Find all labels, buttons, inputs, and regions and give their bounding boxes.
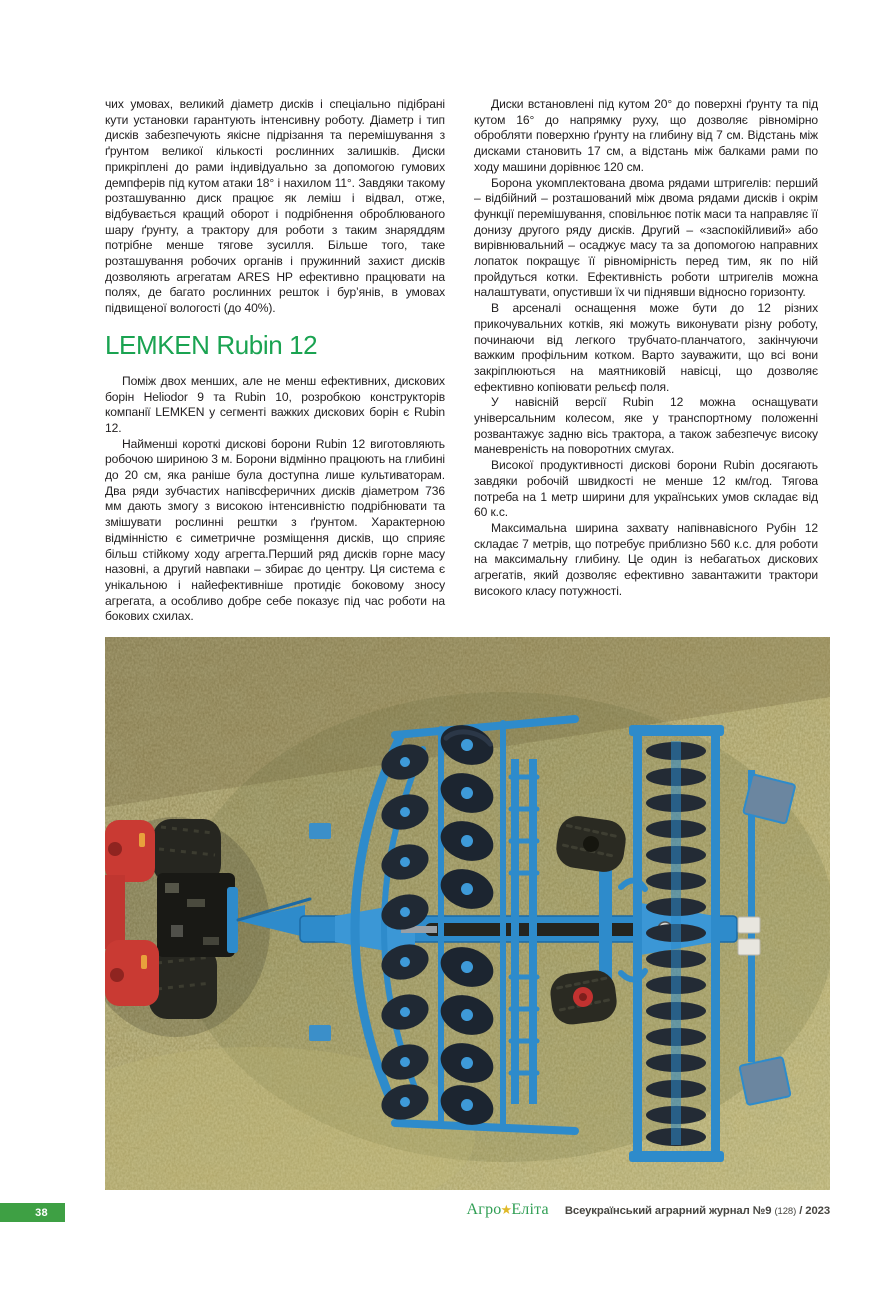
body-paragraph: Високої продуктивності дискові борони Rubin досягають завдяки робочій швидкості не менше 12 км/год. Тягова потреба на 1 метр ширини для українських умов складає від 60 к.с. (474, 458, 818, 520)
journal-info: Всеукраїнський аграрний журнал №9 (128) / 2023 (564, 1205, 830, 1217)
page-number-bar (0, 1203, 65, 1222)
body-paragraph: чих умовах, великий діаметр дисків і спеціально підібрані кути установки гарантують інтенсивну роботу. Діаметр і тип дисків забезпечують якісне підрізання та перемішування з ґрунтом великої кількості рослинних залишків. Диски прикріплені до рами індивідуально за допомогою гумових демпферів під кутом атаки 18° і нахилом 11°. Завдяки такому розташуванню диск працює як леміш і відвал, отже, відбувається кращий оборот і подрібнення оброблюваного шару ґрунту, а трактору для роботи з таким знаряддям потрібне менше тягове зусилля. Більше того, таке розташування робочих органів і пружинний захист дисків дозволяють агрегатам ARES HP ефективно працювати на полях, де багато рослинних решток і бур’янів, в умовах підвищеної вологості (до 40%). (105, 97, 445, 316)
body-paragraph: Найменші короткі дискові борони Rubin 12 виготовляють робочою шириною 3 м. Борони відмінно працюють на глибині до 20 см, яка раніше була доступна лише культиваторам. Два ряди зубчастих напівсферичних дисків діаметром 736 мм дають змогу з високою інтенсивністю подрібнювати та змішувати рослинні рештки з ґрунтом. Характерною відмінністю є симетричне розміщення дисків, що сприяє більш стійкому ходу агрегта.Перший ряд дисків горне масу назовні, а другий навпаки – збирає до центру. Ця система є унікальною і найефективніше протидіє боковому зносу агрегата, а особливо добре себе показує під час роботи на бокових схилах. (105, 436, 445, 624)
section-heading: LEMKEN Rubin 12 (105, 329, 318, 360)
aerial-field-photo (105, 637, 830, 1190)
footer (467, 1201, 830, 1219)
label-plate (738, 917, 760, 933)
body-paragraph: Поміж двох менших, але не менш ефективних, дискових борін Heliodor 9 та Rubin 10, розробкою конструкторів компанії LEMKEN у сегменті важких дискових борін є Rubin 12. (105, 373, 445, 435)
body-paragraph: Максимальна ширина захвату напівнавісного Рубін 12 складає 7 метрів, що потребує приблизно 560 к.с. для роботи на максимальну глибину. Це один із небагатьох дискових агрегатів, який дозволяє ефективно завантажити трактори високого класу потужності. (474, 520, 818, 598)
body-paragraph: Диски встановлені під кутом 20° до поверхні ґрунту та під кутом 16° до напрямку руху, що дозволяє рівномірно обробляти поверхню ґрунту на глибину від 7 см. Відстань між дисками становить 17 см, а відстань між балками рами по ходу машини дорівнює 120 см. (474, 97, 818, 174)
left-column (105, 97, 445, 625)
marker-light (139, 833, 145, 847)
tractor-tire (149, 947, 217, 1019)
agroelita-logo: Агро★Еліта (466, 1201, 549, 1218)
body-paragraph: У навісній версії Rubin 12 можна оснащувати універсальним колесом, яке у транспортному положенні розвантажує задню вісь трактора, а також забезпечує високу маневреність на поворотних смугах. (474, 395, 818, 457)
side-deflector (309, 823, 331, 839)
body-paragraph: В арсеналі оснащення може бути до 12 різних прикочувальних котків, які можуть виконувати різну роботу, починаючи від легкого трубчато-планчатого, закінчуючи важким профільним котком. Варто зауважити, що всі вони закріплюються на маятниковій навісці, що дозволяє ефективно копіювати рельєф поля. (474, 301, 818, 394)
side-deflector (309, 1025, 331, 1041)
star-icon: ★ (500, 1202, 513, 1217)
body-paragraph: Борона укомплектована двома рядами штригелів: перший – відбійний – розташований між двома рядами дисків і окрім функції перемішування, сповільнює потік маси та направляє її донизу другого ряду дисків. Другий – «заспокійливий» або вирівнювальний – осаджує масу та за допомогою направних лопаток покращує її рівномірність перед тим, як по ній пройдуться котки. Ефективність роботи штригелів можна налаштувати, опустивши їх чи піднявши відносно горизонту. (474, 175, 818, 300)
label-plate (738, 939, 760, 955)
right-column (474, 97, 818, 600)
marker-light (141, 955, 147, 969)
leveling-paddle (739, 1057, 790, 1105)
page-number: 38 (35, 1206, 48, 1219)
